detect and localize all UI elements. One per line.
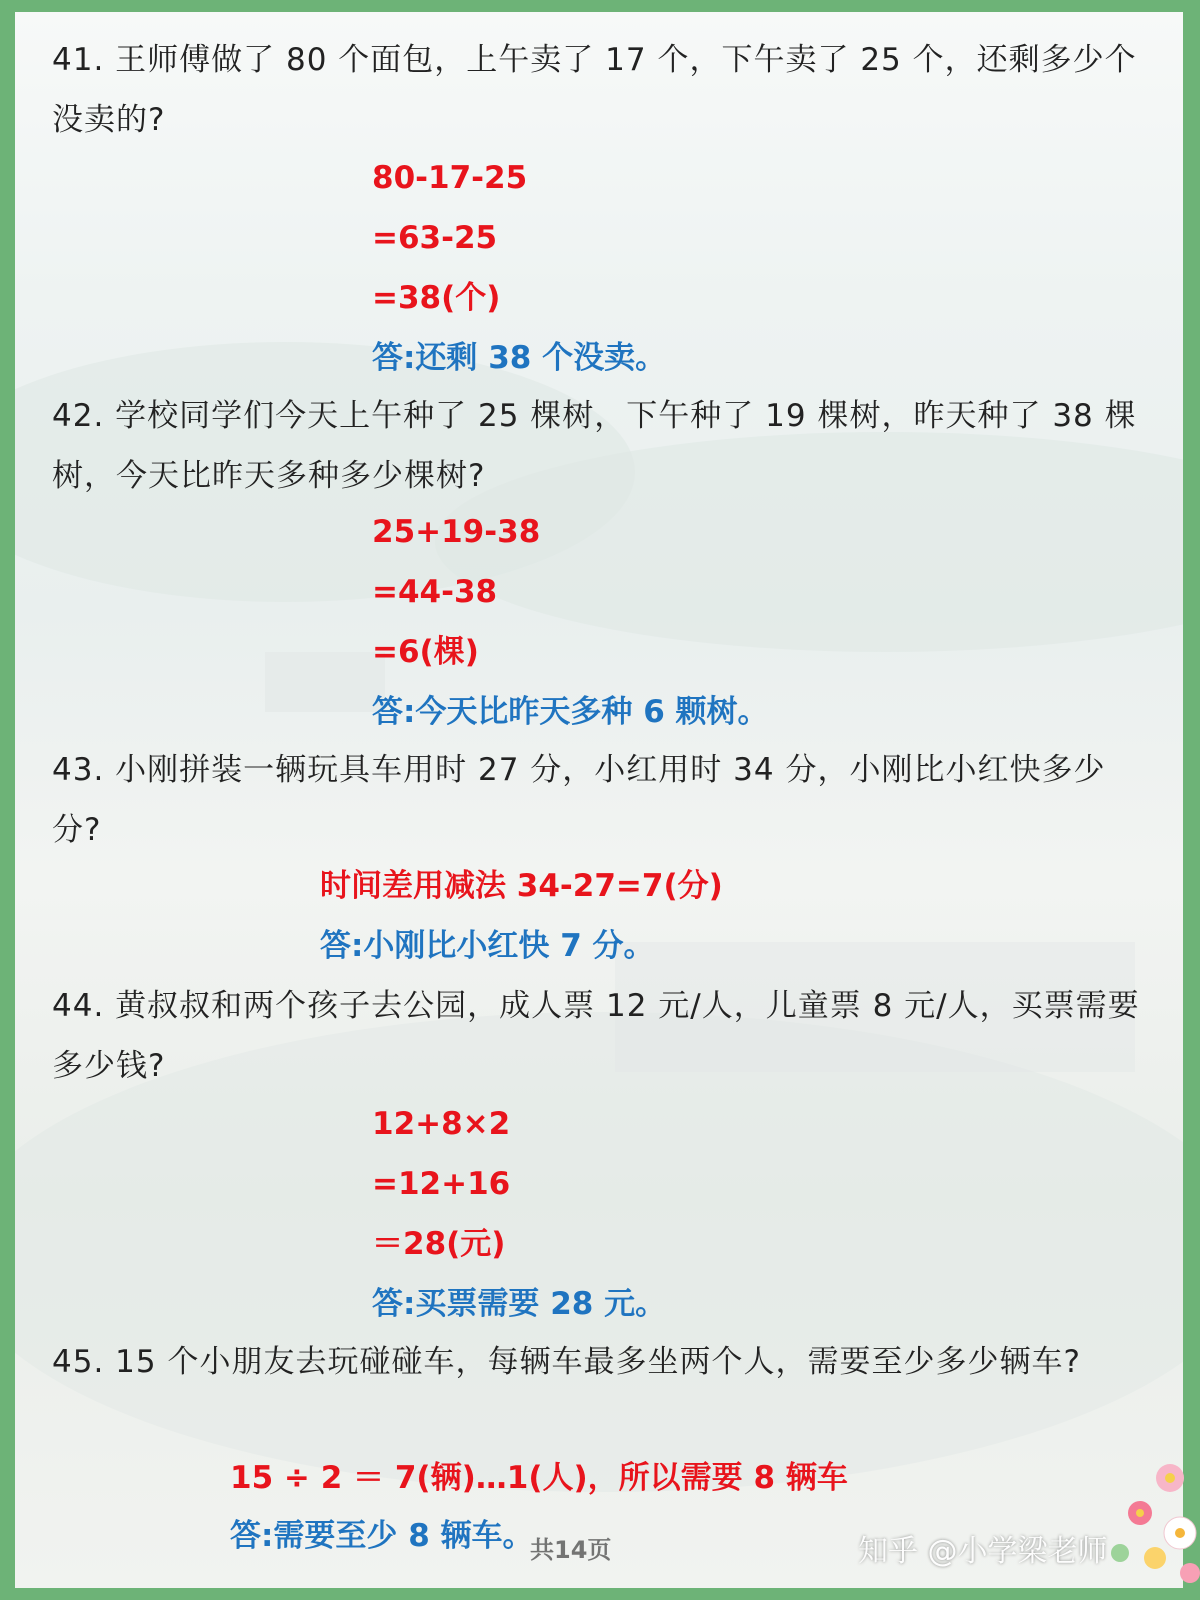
question-44: 44. 黄叔叔和两个孩子去公园，成人票 12 元/人，儿童票 8 元/人，买票需要多少钱? <box>52 988 1140 1084</box>
step-42-3: =6(棵) <box>372 634 479 670</box>
question-42: 42. 学校同学们今天上午种了 25 棵树，下午种了 19 棵树，昨天种了 38 棵树，今天比昨天多种多少棵树? <box>52 398 1137 494</box>
step-42-2: =44-38 <box>372 574 498 610</box>
question-45: 45. 15 个小朋友去玩碰碰车，每辆车最多坐两个人，需要至少多少辆车? <box>52 1344 1081 1380</box>
question-41: 41. 王师傅做了 80 个面包，上午卖了 17 个，下午卖了 25 个，还剩多少个没卖的? <box>52 42 1137 138</box>
question-43: 43. 小刚拼装一辆玩具车用时 27 分，小红用时 34 分，小刚比小红快多少分? <box>52 752 1106 848</box>
page-count: 共14页 <box>530 1536 612 1564</box>
answer-43: 答:小刚比小红快 7 分。 <box>320 928 655 964</box>
step-41-2: =63-25 <box>372 220 498 256</box>
step-45-1: 15 ÷ 2 ＝ 7(辆)…1(人)，所以需要 8 辆车 <box>230 1460 848 1496</box>
flower-decoration-icon <box>1080 1438 1200 1588</box>
answer-44: 答:买票需要 28 元。 <box>372 1286 667 1322</box>
step-43-1: 时间差用减法 34-27=7(分) <box>320 868 723 904</box>
step-44-1: 12+8×2 <box>372 1106 511 1142</box>
zhihu-watermark: 知乎 @小学梁老师 <box>858 1534 1108 1569</box>
answer-41: 答:还剩 38 个没卖。 <box>372 340 667 376</box>
step-44-2: =12+16 <box>372 1166 511 1202</box>
background-house <box>265 652 385 712</box>
step-41-1: 80-17-25 <box>372 160 528 196</box>
step-44-3: ＝28(元) <box>372 1226 506 1262</box>
step-41-3: =38(个) <box>372 280 501 316</box>
answer-45: 答:需要至少 8 辆车。 <box>230 1518 534 1554</box>
answer-42: 答:今天比昨天多种 6 颗树。 <box>372 694 769 730</box>
step-42-1: 25+19-38 <box>372 514 541 550</box>
